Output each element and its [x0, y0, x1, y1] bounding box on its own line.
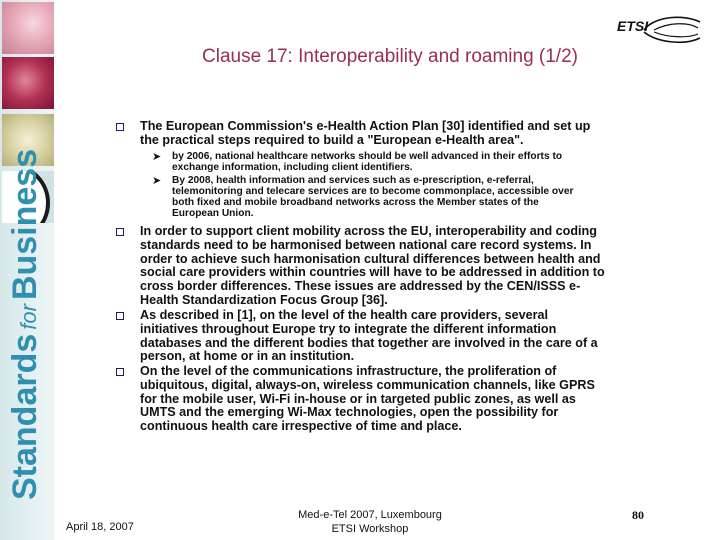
bullet-2-text: [140, 225, 605, 308]
bullet-line: UMTS and the emerging Wi-Max technologies, open the possibility for: [140, 405, 559, 420]
bullet-line: databases and the different bodies that together are involved in the care of a: [140, 335, 598, 350]
page-title: Clause 17: Interoperability and roaming (1/2): [202, 46, 578, 67]
bullet-line: exchange information, including client identifiers.: [172, 162, 413, 173]
bullet-marker: [116, 368, 124, 376]
logo-text: ETSI: [617, 18, 649, 34]
arrow-bullet-icon: ➤: [152, 175, 162, 187]
bullet-line: the practical steps required to build a "European e-Health area".: [140, 132, 524, 147]
sidebar-branding: [0, 0, 54, 540]
bullet-line: both fixed and mobile broadband networks across the Member states of the: [172, 197, 539, 208]
footer-event-line2: ETSI Workshop: [331, 523, 409, 535]
footer-date: April 18, 2007: [66, 521, 134, 533]
bullet-line: In order to support client mobility across the EU, interoperability and coding: [140, 224, 597, 238]
bullet-line: standards need to be harmonised between national care record systems. In: [140, 237, 592, 252]
bullet-line: ubiquitous, digital, always-on, wireless communication channels, like GPRS: [140, 377, 595, 392]
brand-for: for: [16, 304, 41, 330]
footer-event-line1: Med-e-Tel 2007, Luxembourg: [298, 509, 442, 521]
subbullet-2-text: [172, 175, 573, 219]
bullet-marker: [116, 228, 124, 236]
bullet-line: initiatives throughout Europe try to integrate the different information: [140, 321, 557, 336]
bullet-line: The European Commission's e-Health Action Plan [30] identified and set up: [140, 119, 591, 133]
bullet-4-text: [140, 365, 595, 434]
bullet-3-text: [140, 309, 598, 364]
bullet-line: social care providers within countries will have to be addressed in addition to: [140, 265, 605, 280]
bullet-line: for the mobile user, Wi-Fi in-house or in targeted public zones, as well as: [140, 391, 576, 406]
subbullet-1-text: [172, 151, 562, 173]
bullet-line: by 2006, national healthcare networks should be well advanced in their efforts to: [172, 151, 563, 162]
brand-standards: Standards: [6, 333, 44, 500]
bullet-line: continuous health care irrespective of time and place.: [140, 419, 462, 434]
bullet-line: European Union.: [172, 208, 254, 219]
bullet-1-text: [140, 120, 590, 148]
bullet-line: Health Standardization Focus Group [36].: [140, 292, 388, 307]
bullet-line: telemonitoring and telecare services are to become commonplace, accessible over: [172, 186, 574, 197]
bullet-marker: [116, 312, 124, 320]
bullet-line: order to achieve such harmonisation cultural differences between health and: [140, 251, 601, 266]
brand-business: Business: [6, 148, 44, 301]
bullet-line: As described in [1], on the level of the health care providers, several: [140, 308, 549, 322]
bullet-line: cross border differences. These issues are addressed by the CEN/ISSS e-: [140, 279, 581, 294]
bullet-line: By 2008, health information and services such as e-prescription, e-referral,: [172, 175, 534, 186]
footer-event: [290, 508, 450, 536]
bullet-marker: [116, 123, 124, 131]
bullet-line: On the level of the communications infrastructure, the proliferation of: [140, 364, 557, 378]
page-number: 80: [632, 508, 644, 522]
sidebar-brand-text: [6, 149, 45, 500]
decor-tile-pink: [2, 2, 54, 54]
decor-tile-red: [2, 57, 54, 109]
bullet-line: person, at home or in an institution.: [140, 349, 355, 364]
arrow-bullet-icon: ➤: [152, 151, 162, 163]
